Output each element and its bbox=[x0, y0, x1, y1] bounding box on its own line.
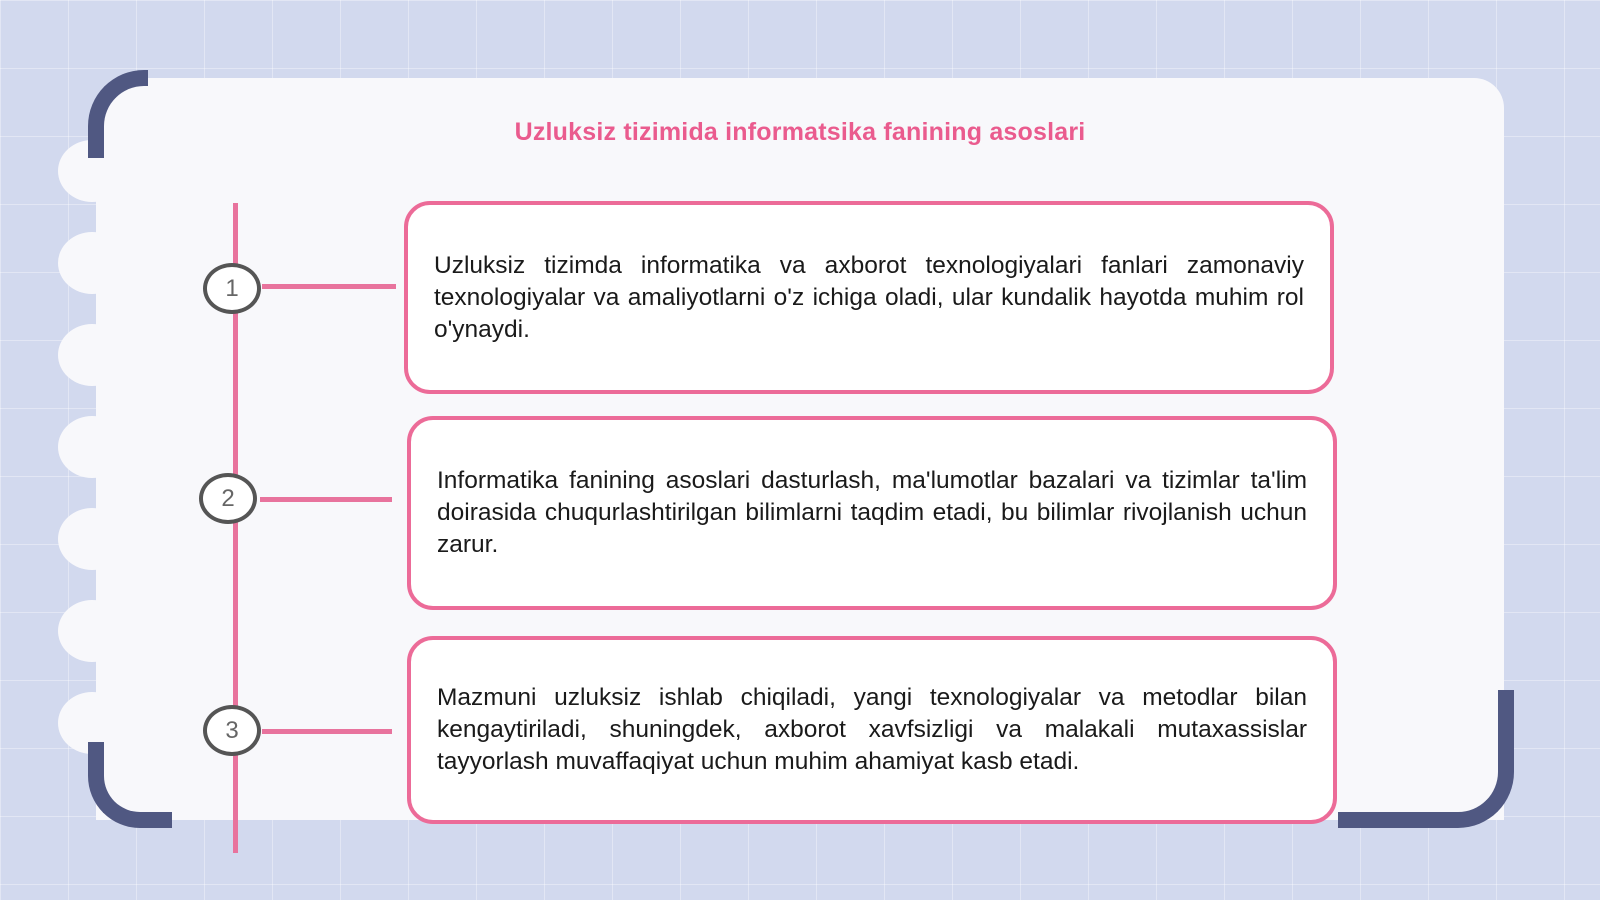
slide-title: Uzluksiz tizimida informatsika fanining asoslari bbox=[514, 118, 1086, 146]
step-card bbox=[404, 201, 1334, 394]
step-card bbox=[407, 416, 1337, 610]
page-scallop bbox=[58, 416, 126, 478]
page-scallop bbox=[58, 232, 126, 294]
corner-bracket-top-left bbox=[88, 70, 148, 158]
timeline-connector bbox=[262, 729, 392, 734]
page-scallop bbox=[58, 324, 126, 386]
timeline-connector bbox=[260, 497, 392, 502]
step-text: Informatika fanining asoslari dasturlash, ma'lumotlar bazalari va tizimlar ta'lim doirasida chuqurlashtirilgan bilimlarni taqdim etadi, bu bilimlar rivojlanish uchun zarur. bbox=[437, 467, 1307, 558]
step-text: Mazmuni uzluksiz ishlab chiqiladi, yangi texnologiyalar va metodlar bilan kengaytiriladi, shuningdek, axborot xavfsizligi va malakali mutaxassislar tayyorlash muvaffaqiyat uchun muhim ahamiyat kasb etadi. bbox=[437, 684, 1307, 775]
step-number-badge: 3 bbox=[203, 705, 261, 756]
page-scallop bbox=[58, 600, 126, 662]
step-card bbox=[407, 636, 1337, 824]
step-number-badge: 2 bbox=[199, 473, 257, 524]
timeline-connector bbox=[262, 284, 396, 289]
corner-bracket-bottom-right bbox=[1338, 690, 1514, 828]
page-scallop bbox=[58, 508, 126, 570]
step-text: Uzluksiz tizimda informatika va axborot texnologiyalari fanlari zamonaviy texnologiyalar va amaliyotlarni o'z ichiga oladi, ular kundalik hayotda muhim rol o'ynaydi. bbox=[434, 251, 1304, 343]
step-number-badge: 1 bbox=[203, 263, 261, 314]
